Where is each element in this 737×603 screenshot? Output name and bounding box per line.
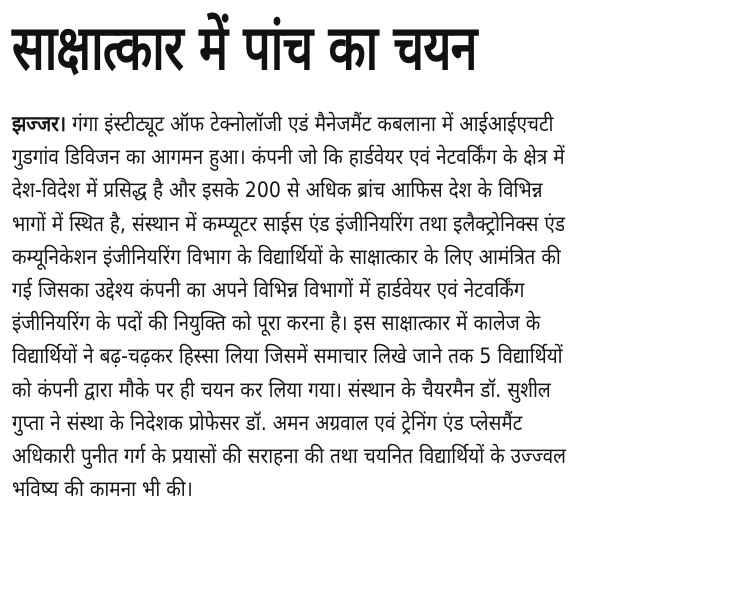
dateline: झज्जर। <box>12 112 67 137</box>
article-line-1-text: गंगा इंस्टीट्यूट ऑफ टेक्नोलॉजी एडं मैनेजमैंट कबलाना में आईआईएचटी <box>66 112 554 137</box>
article-line-2: गुडगांव डिविजन का आगमन हुआ। कंपनी जो कि हार्डवेयर एवं नेटवर्किंग के क्षेत्र में <box>12 145 565 171</box>
article-line-9: को कंपनी द्वारा मौके पर ही चयन कर लिया गया। संस्थान के चैयरमैन डॉ. सुशील <box>12 377 551 403</box>
article-line-12: भविष्य की कामना भी की। <box>12 477 193 503</box>
article-line-1 <box>12 108 645 141</box>
article-line-3: देश-विदेश में प्रसिद्ध है और इसके 200 से अधिक ब्रांच आफिस देश के विभिन्न <box>12 178 543 204</box>
article-body <box>12 108 731 506</box>
article-line-11: अधिकारी पुनीत गर्ग के प्रयासों की सराहना की तथा चयनित विद्यार्थियों के उज्ज्वल <box>12 444 567 470</box>
article-line-6: गई जिसका उद्देश्य कंपनी का अपने विभिन्न विभागों में हार्डवेयर एवं नेटवर्किंग <box>12 278 525 304</box>
article-line-5: कम्यूनिकेशन इंजीनियरिंग विभाग के विद्यार्थियों के साक्षात्कार के लिए आमंत्रित की <box>12 244 561 270</box>
article-line-8: विद्यार्थियों ने बढ़-चढ़कर हिस्सा लिया जिसमें समाचार लिखे जाने तक 5 विद्यार्थियों <box>12 344 563 370</box>
article-line-10: गुप्ता ने संस्था के निदेशक प्रोफेसर डॉ. अमन अग्रवाल एवं ट्रेनिंग एंड प्लेसमैंट <box>12 410 523 436</box>
headline: साक्षात्कार में पांच का चयन <box>12 11 477 84</box>
article-line-7: इंजीनियरिंग के पदों की नियुक्ति को पूरा करना है। इस साक्षात्कार में कालेज के <box>12 311 541 337</box>
article-line-4: भागों में स्थित है, संस्थान में कम्प्यूटर साईस एंड इंजीनियरिंग तथा इलैक्ट्रोनिक्स एंड <box>12 211 566 237</box>
